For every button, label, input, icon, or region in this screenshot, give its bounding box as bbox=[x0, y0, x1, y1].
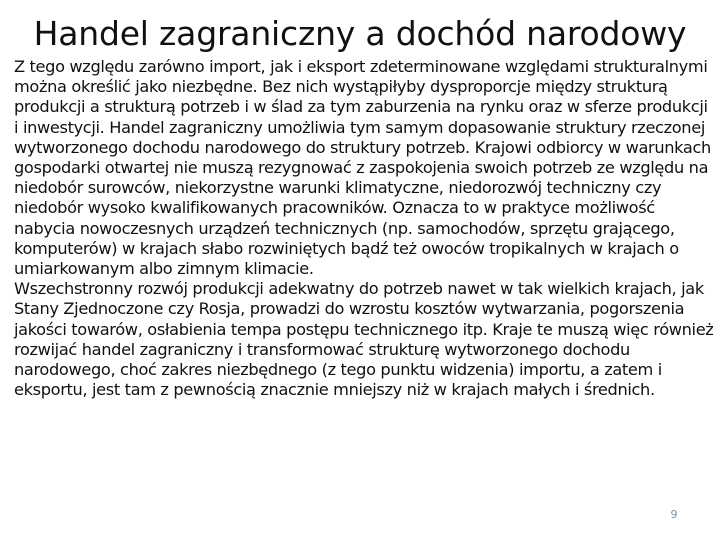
paragraph-1: Z tego względu zarówno import, jak i eksport zdeterminowane względami strukturalnymi można określić jako niezbędne. Bez nich wystąpiłyby dysproporcje między strukturą produkcji a strukturą potrzeb i w ślad za tym zaburzenia na rynku oraz w sferze produkcji i inwestycji. Handel zagraniczny umożliwia tym samym dopasowanie struktury rzeczonej wytworzonego dochodu narodowego do struktury potrzeb. Krajowi odbiorcy w warunkach gospodarki otwartej nie muszą rezygnować z zaspokojenia swoich potrzeb ze względu na niedobór surowców, niekorzystne warunki klimatyczne, niedorozwój techniczny czy niedobór wysoko kwalifikowanych pracowników. Oznacza to w praktyce możliwość nabycia nowoczesnych urządzeń technicznych (np. samochodów, sprzętu grającego, komputerów) w krajach słabo rozwiniętych bądź też owoców tropikalnych w krajach o umiarkowanym albo zimnym klimacie. bbox=[14, 57, 711, 279]
slide-title: Handel zagraniczny a dochód narodowy bbox=[33, 14, 687, 53]
page-number: 9 bbox=[670, 508, 678, 521]
paragraph-2: Wszechstronny rozwój produkcji adekwatny do potrzeb nawet w tak wielkich krajach, jak Stany Zjednoczone czy Rosja, prowadzi do wzrostu kosztów wytwarzania, pogorszenia jakości towarów, osłabienia tempa postępu technicznego itp. Kraje te muszą więc również rozwijać handel zagraniczny i transformować strukturę wytworzonego dochodu narodowego, choć zakres niezbędnego (z tego punktu widzenia) importu, a zatem i eksportu, jest tam z pewnością znacznie mniejszy niż w krajach małych i średnich. bbox=[14, 279, 714, 400]
slide-body bbox=[14, 57, 714, 400]
